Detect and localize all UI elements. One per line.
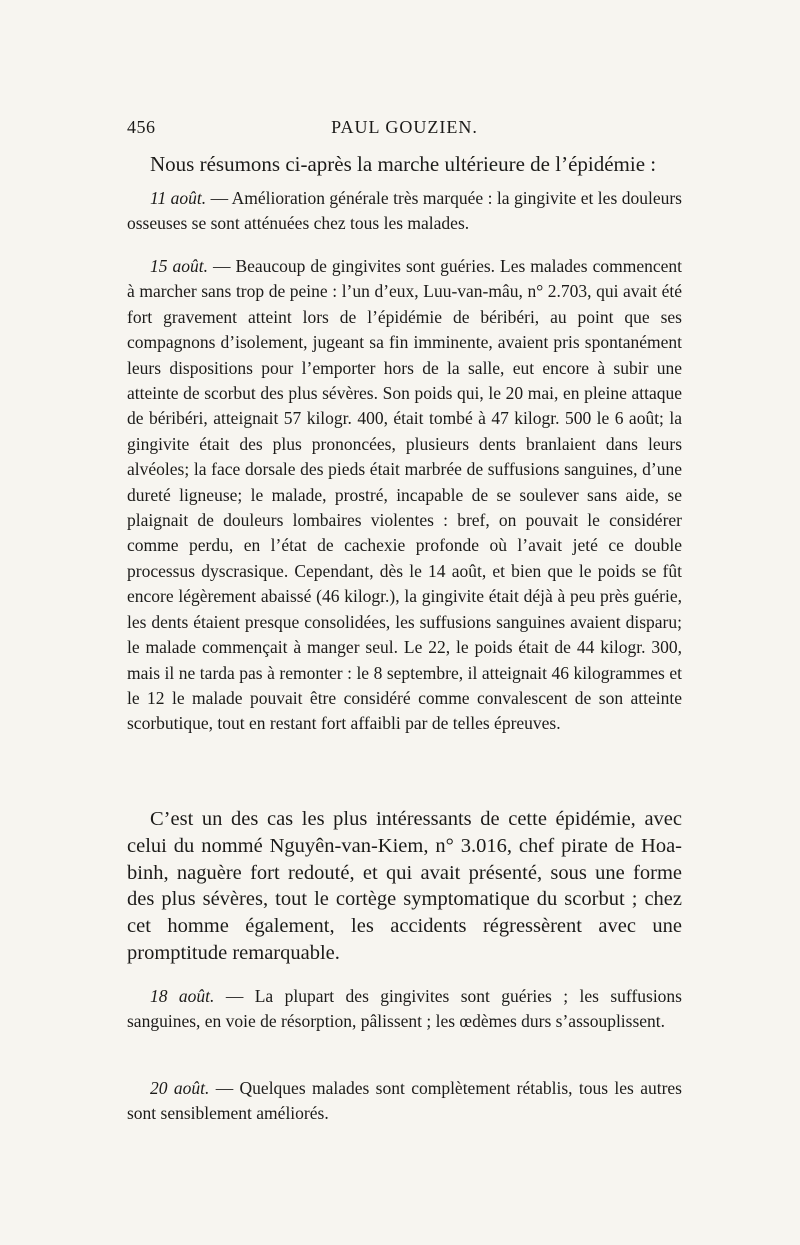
entry-text: — La plupart des gingivites sont guéries ; les suffusions sanguines, en voie de résorption, pâlissent ; les œdèmes durs s’assouplissent. bbox=[127, 986, 682, 1032]
running-title: PAUL GOUZIEN. bbox=[331, 117, 478, 137]
entry-date: 11 août. bbox=[150, 188, 207, 208]
case-summary-paragraph: C’est un des cas les plus intéressants de cette épidémie, avec celui du nommé Nguyên-van-Kiem, n° 3.016, chef pirate de Hoa-binh, naguère fort redouté, et qui avait présenté, sous une forme des plus sévères, tout le cortège symptomatique du scorbut ; chez cet homme également, les accidents régressèrent avec une promptitude remarquable. bbox=[127, 808, 682, 964]
entry-date: 20 août. bbox=[150, 1078, 210, 1098]
entry-text: — Amélioration générale très marquée : la gingivite et les douleurs osseuses se sont atténuées chez tous les malades. bbox=[127, 188, 682, 234]
entry-date: 15 août. bbox=[150, 256, 208, 276]
entry-aout-15 bbox=[127, 254, 682, 737]
entry-text: — Beaucoup de gingivites sont guéries. Les malades commencent à marcher sans trop de peine : l’un d’eux, Luu-van-mâu, n° 2.703, qui avait été fort gravement atteint lors de l’épidémie de béribéri, au point que ses compagnons d’isolement, jugeant sa fin imminente, avaient pris spontanément leurs dispositions pour l’emporter hors de la salle, eut encore à subir une atteinte de scorbut des plus sévères. Son poids qui, le 20 mai, en pleine attaque de béribéri, atteignait 57 kilogr. 400, était tombé à 47 kilogr. 500 le 6 août; la gingivite était des plus prononcées, plusieurs dents branlaient dans leurs alvéoles; la face dorsale des pieds était marbrée de suffusions sanguines, d’une dureté ligneuse; le malade, prostré, incapable de se soulever sans aide, se plaignait de douleurs lombaires violentes : bref, on pouvait le considérer comme perdu, en l’état de cachexie profonde où l’avait jeté ce double processus dyscrasique. Cependant, dès le 14 août, et bien que le poids se fût encore légèrement abaissé (46 kilogr.), la gingivite était déjà à peu près guérie, les dents étaient presque consolidées, les suffusions sanguines avaient disparu; le malade commençait à manger seul. Le 22, le poids était de 44 kilogr. 300, mais il ne tarda pas à remonter : le 8 septembre, il atteignait 46 kilogrammes et le 12 le malade pouvait être considéré comme convalescent de son atteinte scorbutique, tout en restant fort affaibli par de telles épreuves. bbox=[127, 256, 682, 734]
intro-paragraph: Nous résumons ci-après la marche ultérieure de l’épidémie : bbox=[150, 152, 657, 176]
entry-text: — Quelques malades sont complètement rétablis, tous les autres sont sensiblement améliorés. bbox=[127, 1078, 682, 1124]
page-number: 456 bbox=[127, 117, 156, 137]
entry-aout-18 bbox=[127, 984, 682, 1035]
entry-date: 18 août. bbox=[150, 986, 215, 1006]
running-head bbox=[127, 117, 682, 141]
entry-aout-20 bbox=[127, 1076, 682, 1127]
entry-aout-11 bbox=[127, 186, 682, 237]
